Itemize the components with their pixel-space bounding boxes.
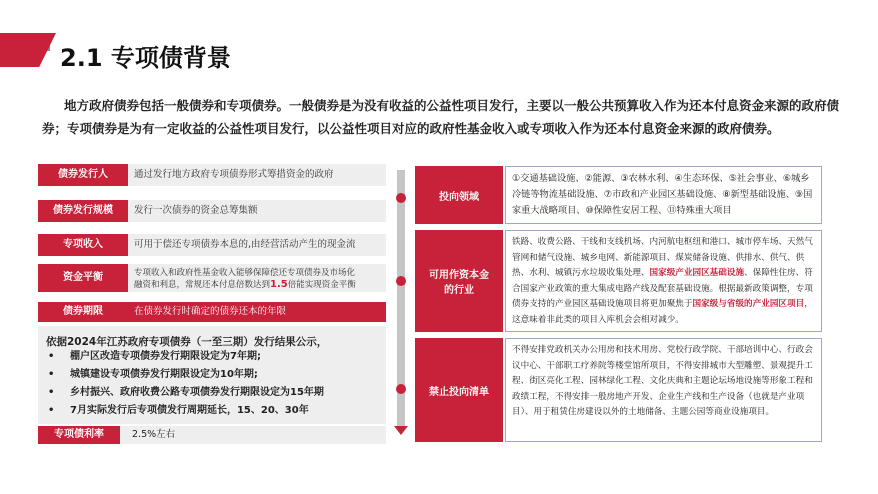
row-value: 2.5%左右 — [132, 429, 176, 440]
row-label: 专项债利率 — [38, 426, 120, 444]
list-item: • 7月实际发行后专项债发行周期延长，15、20、30年 — [48, 405, 309, 416]
row-label: 债券发行规模 — [38, 200, 128, 222]
highlight-provincial-parks: 国家级与省级的产业园区项目 — [692, 299, 805, 309]
balance-multiple: 1.5 — [270, 279, 288, 290]
row-label: 资金平衡 — [38, 264, 128, 292]
row-value: 发行一次债券的资金总筹集额 — [134, 205, 258, 216]
term-detail-head: 依据2024年江苏政府专项债券（一至三期）发行结果公示， — [46, 336, 328, 348]
label-prohibited-list: 禁止投向清单 — [415, 338, 503, 442]
capital-industries-text: 铁路、收费公路、干线和支线机场、内河航电枢纽和港口、城市停车场、天然气管网和储气设施、城乡电网、新能源项目、煤炭储备设施、供排水、供气、供热、水利、城镇污水垃圾收集处理、国家级产业园区基础设施、保障性住房、符合国家产业政策的重大集成电路产线及配套基础设施。根据最新政策调整，专项债券支持的产业园区基础设施项目将更加聚焦于国家级与省级的产业园区项目，这意味着非此类的项目入库机会会相对减少。 — [505, 230, 822, 332]
balance-line-2 — [134, 279, 356, 291]
intro-paragraph: 地方政府债券包括一般债券和专项债券。一般债券是为没有收益的公益性项目发行，主要以一般公共预算收入作为还本付息资金来源的政府债券；专项债券是为有一定收益的公益性项目发行，以公益性项目对应的政府性基金收入或专项收入作为还本付息资金来源的政府债券。 — [42, 98, 840, 136]
investment-fields-text: ①交通基础设施、②能源、③农林水利、④生态环保、⑤社会事业、⑥城乡冷链等物流基础设施、⑦市政和产业园区基础设施、⑧新型基础设施、⑨国家重大战略项目、⑩保障性安居工程、⑪特殊重大项目 — [505, 166, 822, 224]
highlight-national-parks: 国家级产业园区基础设施 — [649, 268, 745, 278]
term-detail-box — [38, 326, 386, 424]
label-capital-industries: 可用作资本金的行业 — [415, 230, 503, 332]
row-label: 债券期限 — [38, 302, 128, 322]
balance-line-1: 专项收入和政府性基金收入能够保障偿还专项债券及市场化 — [134, 268, 356, 278]
page-title: 2.1 专项债背景 — [60, 44, 231, 72]
row-scale — [38, 200, 386, 222]
row-value — [134, 267, 356, 291]
row-balance — [38, 264, 386, 292]
row-term — [38, 302, 386, 322]
balance-text-b: 倍能实现资金平衡 — [287, 280, 356, 290]
row-label: 债券发行人 — [38, 164, 128, 186]
list-item: • 棚户区改造专项债券发行期限设定为7年期; — [48, 351, 261, 362]
timeline-dot — [396, 193, 406, 203]
row-rate — [38, 426, 386, 444]
arrow-down-icon — [394, 426, 408, 435]
row-value: 通过发行地方政府专项债券形式筹措资金的政府 — [134, 169, 334, 180]
label-investment-fields: 投向领域 — [415, 166, 503, 224]
balance-text-a: 融资和利息，常规还本付息倍数达到 — [134, 280, 271, 290]
prohibited-list-text: 不得安排党政机关办公用房和技术用房、党校行政学院、干部培训中心、行政会议中心、干部职工疗养院等楼堂馆所项目，不得安排城市大型雕塑、景观提升工程、街区亮化工程、园林绿化工程、文化庆典和主题论坛场地设施等形象工程和政绩工程，不得安排一般房地产开发、企业生产线和生产设备（也就是产业项目）、用于租赁住房建设以外的土地储备、主题公园等商业设施项目。 — [505, 338, 822, 442]
row-value: 可用于偿还专项债券本息的,由经营活动产生的现金流 — [134, 239, 356, 250]
list-item: • 城镇建设专项债券发行期限设定为10年期; — [48, 369, 258, 380]
header-accent-red — [0, 33, 56, 67]
row-label: 专项收入 — [38, 234, 128, 256]
row-issuer — [38, 164, 386, 186]
timeline-dot — [396, 384, 406, 394]
row-income — [38, 234, 386, 256]
list-item: • 乡村振兴、政府收费公路专项债券发行期限设定为15年期 — [48, 387, 324, 398]
term-list — [48, 348, 324, 420]
row-value: 在债券发行时确定的债券还本的年限 — [134, 306, 287, 317]
timeline-dot — [396, 276, 406, 286]
